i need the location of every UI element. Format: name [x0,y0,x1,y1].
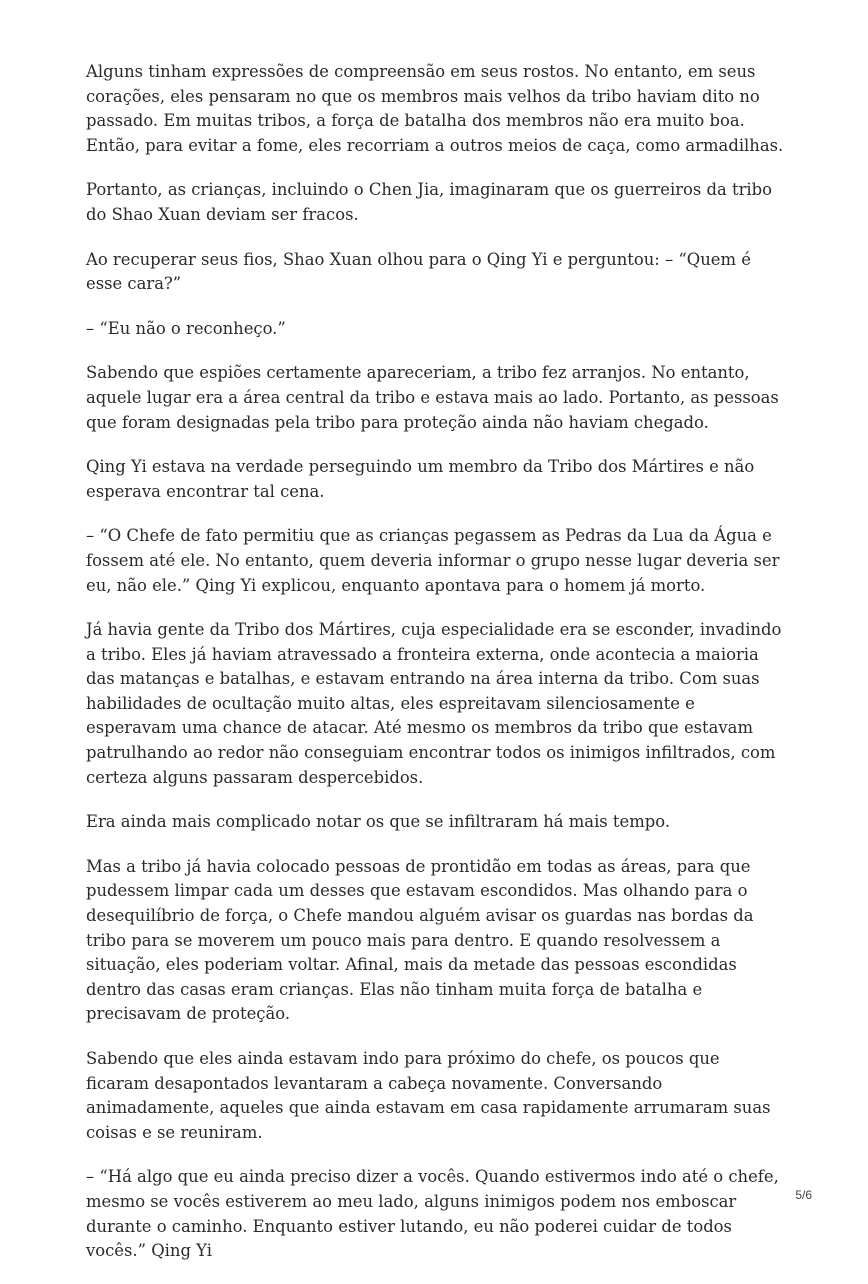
paragraph-4: – “Eu não o reconheço.” [86,318,286,338]
paragraph-3: Ao recuperar seus fios, Shao Xuan olhou para o Qing Yi e perguntou: – “Quem é esse cara?” [86,249,751,294]
paragraph-7: – “O Chefe de fato permitiu que as crianças pegassem as Pedras da Lua da Água e fossem até ele. No entanto, quem deveria informar o grupo nesse lugar deveria ser eu, não ele.” Qing Yi explicou, enquanto apontava para o homem já morto. [86,526,780,595]
document-page [86,60,786,1284]
paragraph-8: Já havia gente da Tribo dos Mártires, cuja especialidade era se esconder, invadindo a tribo. Eles já haviam atravessado a fronteira externa, onde acontecia a maioria das matanças e batalhas, e estavam entrando na área interna da tribo. Com suas habilidades de ocultação muito altas, eles espreitavam silenciosamente e esperavam uma chance de atacar. Até mesmo os membros da tribo que estavam patrulhando ao redor não conseguiam encontrar todos os inimigos infiltrados, com certeza alguns passaram despercebidos. [86,620,782,787]
paragraph-12: – “Há algo que eu ainda preciso dizer a vocês. Quando estivermos indo até o chefe, mesmo se vocês estiverem ao meu lado, alguns inimigos podem nos emboscar durante o caminho. Enquanto estiver lutando, eu não poderei cuidar de todos vocês.” Qing Yi [86,1167,779,1261]
paragraph-5: Sabendo que espiões certamente apareceriam, a tribo fez arranjos. No entanto, aquele lugar era a área central da tribo e estava mais ao lado. Portanto, as pessoas que foram designadas pela tribo para proteção ainda não haviam chegado. [86,363,779,432]
paragraph-6: Qing Yi estava na verdade perseguindo um membro da Tribo dos Mártires e não esperava encontrar tal cena. [86,457,755,501]
paragraph-1: Alguns tinham expressões de compreensão em seus rostos. No entanto, em seus corações, eles pensaram no que os membros mais velhos da tribo haviam dito no passado. Em muitas tribos, a força de batalha dos membros não era muito boa. Então, para evitar a fome, eles recorriam a outros meios de caça, como armadilhas. [86,62,784,155]
page-number: 5/6 [795,1188,812,1202]
paragraph-9: Era ainda mais complicado notar os que se infiltraram há mais tempo. [86,812,671,832]
paragraph-2: Portanto, as crianças, incluindo o Chen Jia, imaginaram que os guerreiros da tribo do Shao Xuan deviam ser fracos. [86,180,773,224]
paragraph-10: Mas a tribo já havia colocado pessoas de prontidão em todas as áreas, para que pudessem limpar cada um desses que estavam escondidos. Mas olhando para o desequilíbrio de força, o Chefe mandou alguém avisar os guardas nas bordas da tribo para se moverem um pouco mais para dentro. E quando resolvessem a situação, eles poderiam voltar. Afinal, mais da metade das pessoas escondidas dentro das casas eram crianças. Elas não tinham muita força de batalha e precisavam de proteção. [86,856,754,1024]
paragraph-11: Sabendo que eles ainda estavam indo para próximo do chefe, os poucos que ficaram desapontados levantaram a cabeça novamente. Conversando animadamente, aqueles que ainda estavam em casa rapidamente arrumaram suas coisas e se reuniram. [86,1049,771,1142]
